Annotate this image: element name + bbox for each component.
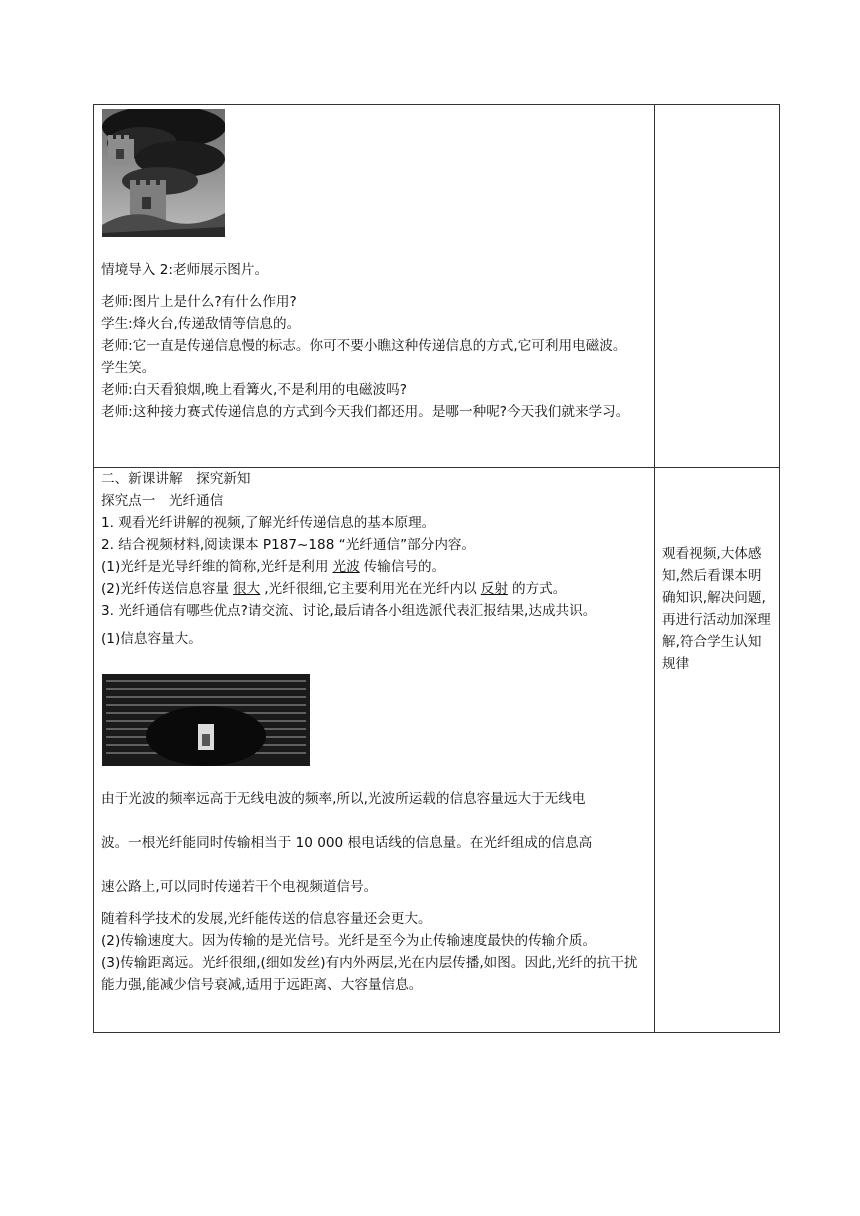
design-note-cell xyxy=(655,468,780,1033)
dialogue-line: 老师:白天看狼烟,晚上看篝火,不是利用的电磁波吗? xyxy=(101,382,407,398)
answer-blank: 反射 xyxy=(480,581,508,597)
dialogue-line: 老师:这种接力赛式传递信息的方式到今天我们都还用。是哪一种呢?今天我们就来学习。 xyxy=(101,404,630,420)
advantage-1: (1)信息容量大。 xyxy=(101,631,202,647)
dialogue-line: 老师:图片上是什么?有什么作用? xyxy=(101,294,297,310)
step-3: 3. 光纤通信有哪些优点?请交流、讨论,最后请各小组选派代表汇报结果,达成共识。 xyxy=(101,603,597,619)
scenario-intro: 情境导入 2:老师展示图片。 xyxy=(101,262,269,278)
dialogue-line: 学生:烽火台,传递敌情等信息的。 xyxy=(101,316,301,332)
screen-wall-image xyxy=(102,674,310,766)
section-title: 二、新课讲解 探究新知 xyxy=(101,471,251,487)
question-1: (1)光纤是光导纤维的简称,光纤是利用 光波 传输信号的。 xyxy=(101,559,446,575)
paragraph-line: 由于光波的频率远高于无线电波的频率,所以,光波所运载的信息容量远大于无线电 xyxy=(101,791,586,807)
answer-blank: 很大 xyxy=(233,581,261,597)
paragraph: 随着科学技术的发展,光纤能传送的信息容量还会更大。 xyxy=(101,911,432,927)
point-title: 探究点一 光纤通信 xyxy=(101,493,224,509)
paragraph-line: 速公路上,可以同时传递若干个电视频道信号。 xyxy=(101,879,378,895)
dialogue-line: 老师:它一直是传递信息慢的标志。你可不要小瞧这种传递信息的方式,它可利用电磁波。 xyxy=(101,338,627,354)
lesson-cell xyxy=(94,468,655,1033)
scenario-cell xyxy=(94,105,655,468)
scenario-note-cell xyxy=(655,105,780,468)
table-row xyxy=(94,105,780,468)
beacon-tower-image xyxy=(102,109,225,237)
step-1: 1. 观看光纤讲解的视频,了解光纤传递信息的基本原理。 xyxy=(101,515,436,531)
step-2: 2. 结合视频材料,阅读课本 P187~188 “光纤通信”部分内容。 xyxy=(101,537,476,553)
paragraph-line: 波。一根光纤能同时传输相当于 10 000 根电话线的信息量。在光纤组成的信息高 xyxy=(101,835,593,851)
dialogue-line: 学生笑。 xyxy=(101,360,156,376)
answer-blank: 光波 xyxy=(332,559,360,575)
advantage-2: (2)传输速度大。因为传输的是光信号。光纤是至今为止传输速度最快的传输介质。 xyxy=(101,933,597,949)
lesson-plan-table xyxy=(93,104,780,1033)
design-note: 观看视频,大体感知,然后看课本明确知识,解决问题,再进行活动加深理解,符合学生认知规律 xyxy=(662,546,771,672)
advantage-3: (3)传输距离远。光纤很细,(细如发丝)有内外两层,光在内层传播,如图。因此,光纤的抗干扰能力强,能减少信号衰减,适用于远距离、大容量信息。 xyxy=(101,955,638,993)
question-2: (2)光纤传送信息容量 很大 ,光纤很细,它主要利用光在光纤内以 反射 的方式。 xyxy=(101,581,567,597)
table-row xyxy=(94,468,780,1033)
